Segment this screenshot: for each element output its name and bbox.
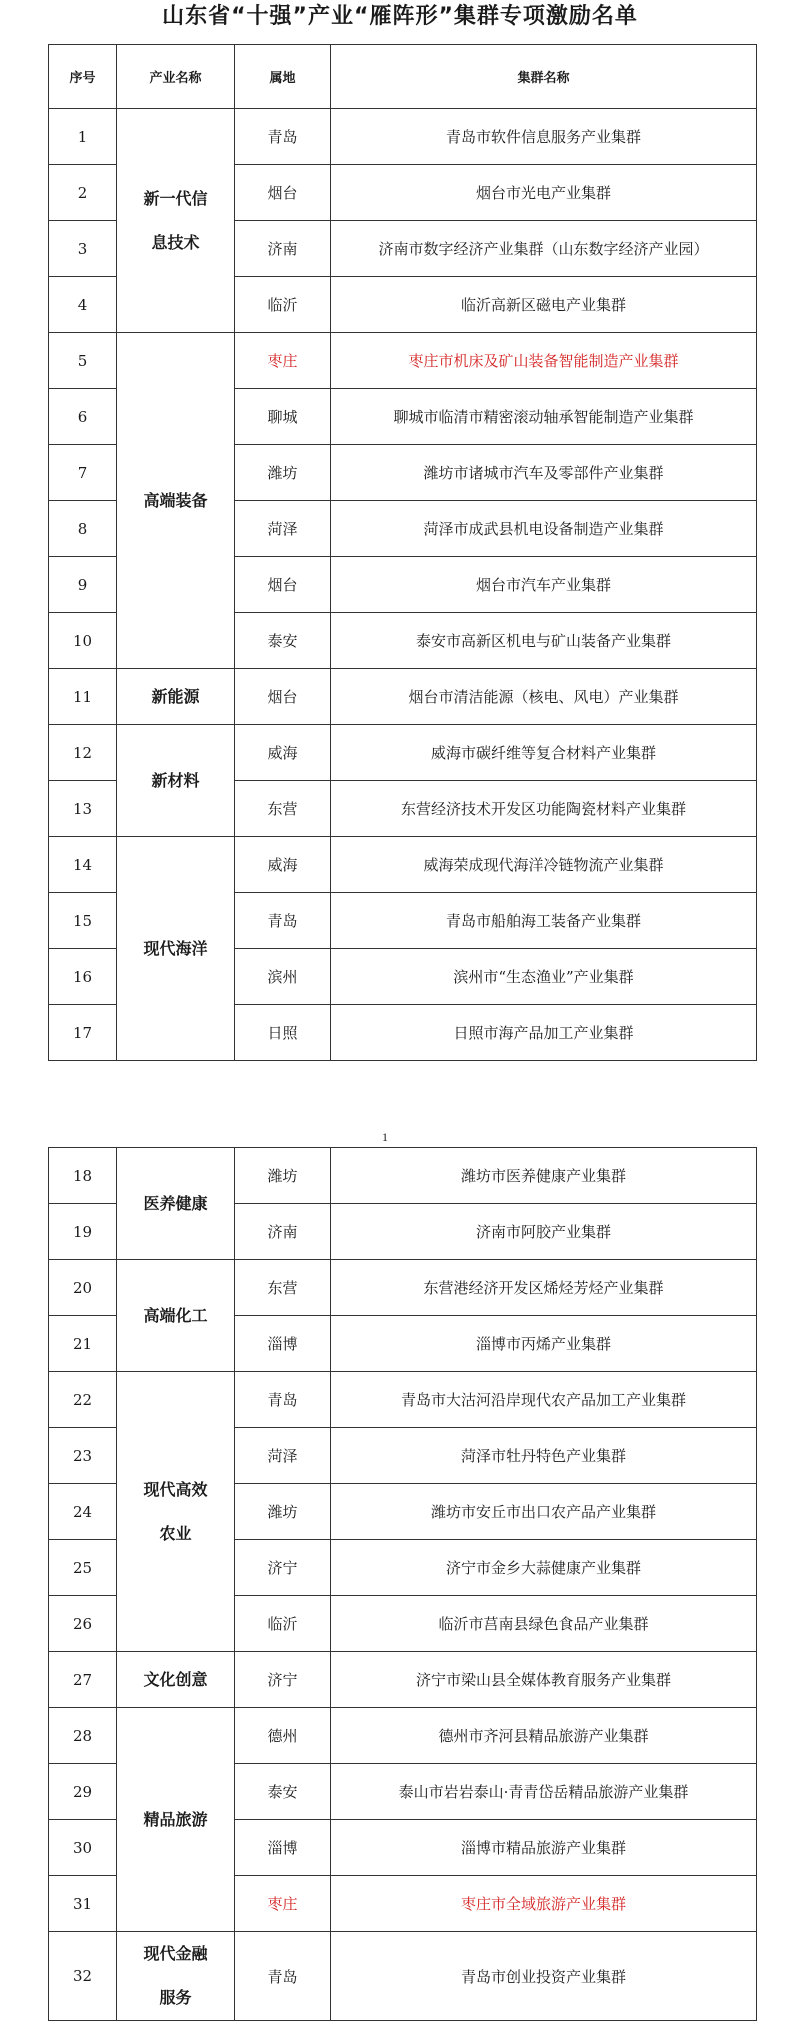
header-no: 序号 [49,45,117,109]
table-header-row [49,45,757,109]
cluster-name: 潍坊市安丘市出口农产品产业集群 [331,1484,757,1540]
table-row [49,669,757,725]
cluster-name: 滨州市“生态渔业”产业集群 [331,949,757,1005]
industry-name: 高端装备 [117,333,235,669]
location: 德州 [235,1708,331,1764]
industry-name: 精品旅游 [117,1708,235,1932]
row-number: 25 [49,1540,117,1596]
cluster-name: 枣庄市机床及矿山装备智能制造产业集群 [331,333,757,389]
location: 济南 [235,221,331,277]
cluster-name: 潍坊市医养健康产业集群 [331,1148,757,1204]
location: 青岛 [235,1932,331,2021]
industry-name: 新一代信息技术 [117,109,235,333]
cluster-name: 青岛市软件信息服务产业集群 [331,109,757,165]
industry-name: 高端化工 [117,1260,235,1372]
cluster-name: 烟台市清洁能源（核电、风电）产业集群 [331,669,757,725]
industry-name: 新材料 [117,725,235,837]
location: 青岛 [235,109,331,165]
industry-name: 现代金融服务 [117,1932,235,2021]
cluster-name: 济宁市金乡大蒜健康产业集群 [331,1540,757,1596]
cluster-name: 东营经济技术开发区功能陶瓷材料产业集群 [331,781,757,837]
cluster-name: 青岛市创业投资产业集群 [331,1932,757,2021]
location: 滨州 [235,949,331,1005]
table-row [49,1932,757,2021]
row-number: 8 [49,501,117,557]
row-number: 28 [49,1708,117,1764]
row-number: 20 [49,1260,117,1316]
location: 济南 [235,1204,331,1260]
cluster-name: 菏泽市成武县机电设备制造产业集群 [331,501,757,557]
row-number: 14 [49,837,117,893]
industry-name: 医养健康 [117,1148,235,1260]
row-number: 15 [49,893,117,949]
location: 烟台 [235,557,331,613]
row-number: 2 [49,165,117,221]
cluster-name: 济南市阿胶产业集群 [331,1204,757,1260]
cluster-name: 淄博市精品旅游产业集群 [331,1820,757,1876]
location: 东营 [235,781,331,837]
location: 枣庄 [235,333,331,389]
row-number: 3 [49,221,117,277]
row-number: 11 [49,669,117,725]
location: 威海 [235,725,331,781]
row-number: 4 [49,277,117,333]
location: 潍坊 [235,445,331,501]
cluster-name: 东营港经济开发区烯烃芳烃产业集群 [331,1260,757,1316]
row-number: 29 [49,1764,117,1820]
location: 泰安 [235,613,331,669]
industry-name: 现代高效农业 [117,1372,235,1652]
location: 泰安 [235,1764,331,1820]
industry-name: 新能源 [117,669,235,725]
location: 济宁 [235,1652,331,1708]
row-number: 32 [49,1932,117,2021]
row-number: 5 [49,333,117,389]
location: 聊城 [235,389,331,445]
cluster-name: 菏泽市牡丹特色产业集群 [331,1428,757,1484]
location: 临沂 [235,1596,331,1652]
cluster-name: 烟台市光电产业集群 [331,165,757,221]
cluster-name: 威海荣成现代海洋冷链物流产业集群 [331,837,757,893]
table-row [49,1652,757,1708]
location: 菏泽 [235,1428,331,1484]
cluster-name: 青岛市船舶海工装备产业集群 [331,893,757,949]
location: 青岛 [235,1372,331,1428]
location: 日照 [235,1005,331,1061]
location: 潍坊 [235,1148,331,1204]
header-location: 属地 [235,45,331,109]
location: 烟台 [235,165,331,221]
row-number: 27 [49,1652,117,1708]
location: 威海 [235,837,331,893]
table-row [49,837,757,893]
location: 淄博 [235,1316,331,1372]
cluster-name: 泰安市高新区机电与矿山装备产业集群 [331,613,757,669]
location: 烟台 [235,669,331,725]
cluster-name: 枣庄市全域旅游产业集群 [331,1876,757,1932]
header-cluster: 集群名称 [331,45,757,109]
location: 菏泽 [235,501,331,557]
cluster-name: 德州市齐河县精品旅游产业集群 [331,1708,757,1764]
row-number: 6 [49,389,117,445]
row-number: 16 [49,949,117,1005]
row-number: 1 [49,109,117,165]
row-number: 26 [49,1596,117,1652]
row-number: 23 [49,1428,117,1484]
location: 临沂 [235,277,331,333]
header-industry: 产业名称 [117,45,235,109]
page-number: 1 [382,1130,388,1144]
cluster-name: 临沂市莒南县绿色食品产业集群 [331,1596,757,1652]
industry-name: 文化创意 [117,1652,235,1708]
location: 济宁 [235,1540,331,1596]
location: 枣庄 [235,1876,331,1932]
table-row [49,1708,757,1764]
row-number: 7 [49,445,117,501]
cluster-name: 淄博市丙烯产业集群 [331,1316,757,1372]
row-number: 21 [49,1316,117,1372]
location: 东营 [235,1260,331,1316]
cluster-name: 日照市海产品加工产业集群 [331,1005,757,1061]
row-number: 31 [49,1876,117,1932]
cluster-name: 烟台市汽车产业集群 [331,557,757,613]
cluster-name: 济宁市梁山县全媒体教育服务产业集群 [331,1652,757,1708]
row-number: 17 [49,1005,117,1061]
row-number: 30 [49,1820,117,1876]
row-number: 19 [49,1204,117,1260]
cluster-name: 聊城市临清市精密滚动轴承智能制造产业集群 [331,389,757,445]
row-number: 12 [49,725,117,781]
row-number: 10 [49,613,117,669]
location: 淄博 [235,1820,331,1876]
cluster-name: 潍坊市诸城市汽车及零部件产业集群 [331,445,757,501]
cluster-table-part-2 [48,1147,757,2021]
row-number: 13 [49,781,117,837]
cluster-table-part-1 [48,44,757,1061]
row-number: 24 [49,1484,117,1540]
cluster-name: 青岛市大沽河沿岸现代农产品加工产业集群 [331,1372,757,1428]
table-row [49,1148,757,1204]
cluster-name: 临沂高新区磁电产业集群 [331,277,757,333]
table-row [49,725,757,781]
row-number: 9 [49,557,117,613]
page-title: 山东省“十强”产业“雁阵形”集群专项激励名单 [162,4,638,29]
location: 青岛 [235,893,331,949]
location: 潍坊 [235,1484,331,1540]
cluster-name: 威海市碳纤维等复合材料产业集群 [331,725,757,781]
industry-name: 现代海洋 [117,837,235,1061]
row-number: 18 [49,1148,117,1204]
cluster-name: 泰山市岩岩泰山·青青岱岳精品旅游产业集群 [331,1764,757,1820]
row-number: 22 [49,1372,117,1428]
cluster-name: 济南市数字经济产业集群（山东数字经济产业园） [331,221,757,277]
table-row [49,333,757,389]
table-row [49,109,757,165]
table-row [49,1372,757,1428]
table-row [49,1260,757,1316]
